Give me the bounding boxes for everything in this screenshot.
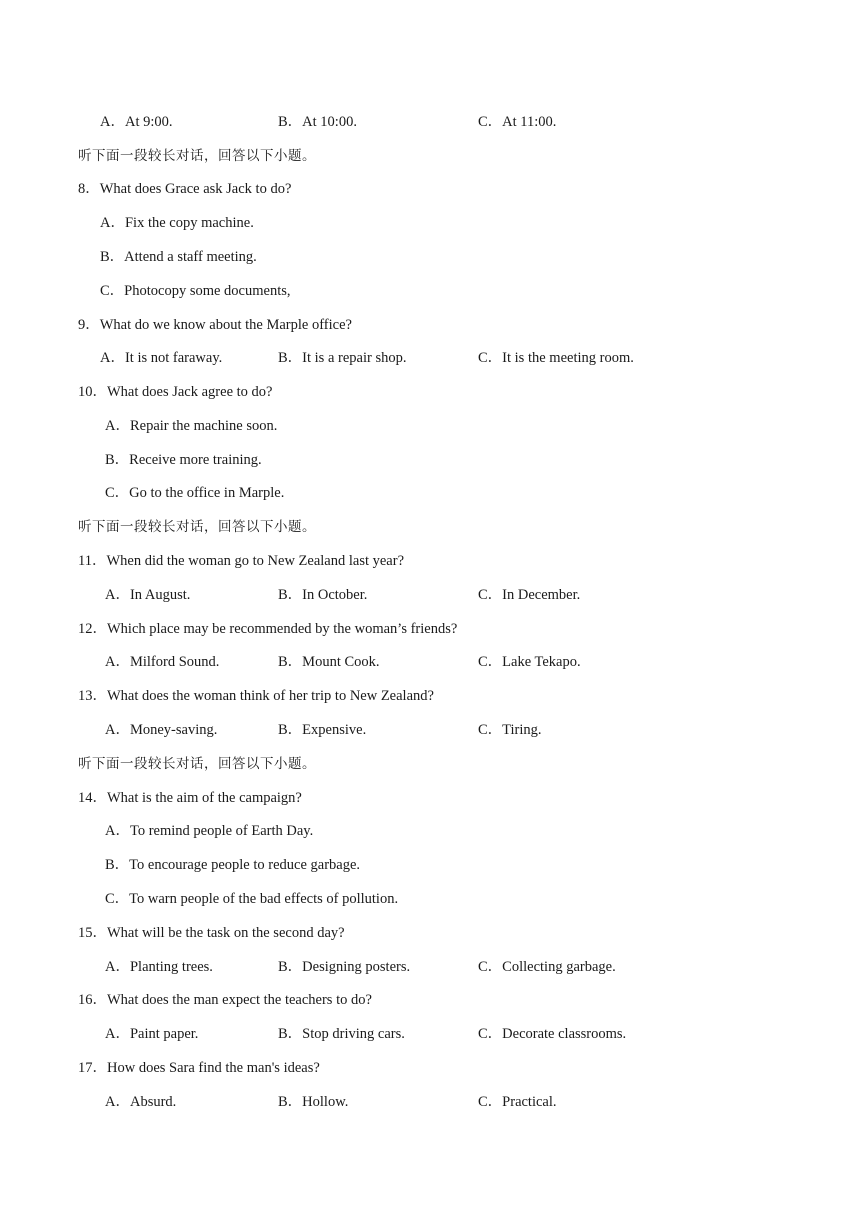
section-instruction	[0, 145, 860, 167]
question-10-stem	[0, 381, 860, 403]
option-b: B．At 10:00.	[278, 114, 357, 130]
option-b: B．Designing posters.	[278, 959, 411, 975]
option-b: B．Hollow.	[278, 1094, 349, 1110]
option-a: A．Money-saving.	[105, 722, 218, 738]
question-stem-text: 11．When did the woman go to New Zealand last year?	[78, 553, 405, 569]
question-15-options	[0, 956, 860, 978]
question-stem-text: 13．What does the woman think of her trip to New Zealand?	[78, 688, 434, 704]
question-16-options	[0, 1023, 860, 1045]
section-instruction-text: 听下面一段较长对话，回答以下小题。	[78, 756, 316, 772]
question-7-options	[0, 111, 860, 133]
section-instruction	[0, 753, 860, 775]
option-c: C．Go to the office in Marple.	[105, 485, 285, 501]
option-b: B．Mount Cook.	[278, 654, 380, 670]
question-13-options	[0, 719, 860, 741]
question-stem-text: 8．What does Grace ask Jack to do?	[78, 181, 292, 197]
question-stem-text: 15．What will be the task on the second day?	[78, 925, 345, 941]
question-14-option-a	[0, 820, 860, 842]
option-a: A．Fix the copy machine.	[100, 215, 254, 231]
option-c: C．Practical.	[478, 1094, 557, 1110]
section-instruction	[0, 516, 860, 538]
option-b: B．In October.	[278, 587, 368, 603]
option-c: C．At 11:00.	[478, 114, 557, 130]
question-11-options	[0, 584, 860, 606]
section-instruction-text: 听下面一段较长对话，回答以下小题。	[78, 519, 316, 535]
question-8-stem	[0, 178, 860, 200]
option-b: B．Expensive.	[278, 722, 367, 738]
question-10-option-a	[0, 415, 860, 437]
section-instruction-text: 听下面一段较长对话，回答以下小题。	[78, 148, 316, 164]
question-12-stem	[0, 618, 860, 640]
option-c: C．Lake Tekapo.	[478, 654, 581, 670]
option-c: C．It is the meeting room.	[478, 350, 634, 366]
option-c: C．Tiring.	[478, 722, 542, 738]
option-c: C．To warn people of the bad effects of pollution.	[105, 891, 399, 907]
option-c: C．Collecting garbage.	[478, 959, 616, 975]
option-b: B．To encourage people to reduce garbage.	[105, 857, 361, 873]
question-stem-text: 12．Which place may be recommended by the woman’s friends?	[78, 621, 458, 637]
question-10-option-c	[0, 482, 860, 504]
question-9-stem	[0, 314, 860, 336]
question-8-option-a	[0, 212, 860, 234]
question-12-options	[0, 651, 860, 673]
option-a: A．In August.	[105, 587, 191, 603]
option-a: A．To remind people of Earth Day.	[105, 823, 314, 839]
option-c: C．In December.	[478, 587, 581, 603]
option-b: B．Receive more training.	[105, 452, 262, 468]
question-stem-text: 9．What do we know about the Marple office?	[78, 317, 352, 333]
option-a: A．Repair the machine soon.	[105, 418, 278, 434]
question-10-option-b	[0, 449, 860, 471]
option-b: B．Stop driving cars.	[278, 1026, 405, 1042]
question-stem-text: 17．How does Sara find the man's ideas?	[78, 1060, 320, 1076]
question-14-stem	[0, 787, 860, 809]
question-8-option-c	[0, 280, 860, 302]
question-stem-text: 16．What does the man expect the teachers to do?	[78, 992, 372, 1008]
question-17-options	[0, 1091, 860, 1113]
question-11-stem	[0, 550, 860, 572]
option-a: A．It is not faraway.	[100, 350, 223, 366]
option-b: B．It is a repair shop.	[278, 350, 407, 366]
question-stem-text: 14．What is the aim of the campaign?	[78, 790, 302, 806]
question-13-stem	[0, 685, 860, 707]
question-17-stem	[0, 1057, 860, 1079]
option-b: B．Attend a staff meeting.	[100, 249, 257, 265]
question-8-option-b	[0, 246, 860, 268]
option-a: A．Milford Sound.	[105, 654, 220, 670]
option-a: A．Planting trees.	[105, 959, 213, 975]
question-14-option-b	[0, 854, 860, 876]
option-a: A．At 9:00.	[100, 114, 173, 130]
question-9-options	[0, 347, 860, 369]
question-16-stem	[0, 989, 860, 1011]
option-c: C．Decorate classrooms.	[478, 1026, 627, 1042]
option-a: A．Absurd.	[105, 1094, 177, 1110]
question-15-stem	[0, 922, 860, 944]
question-14-option-c	[0, 888, 860, 910]
option-a: A．Paint paper.	[105, 1026, 199, 1042]
question-stem-text: 10．What does Jack agree to do?	[78, 384, 273, 400]
option-c: C．Photocopy some documents,	[100, 283, 291, 299]
